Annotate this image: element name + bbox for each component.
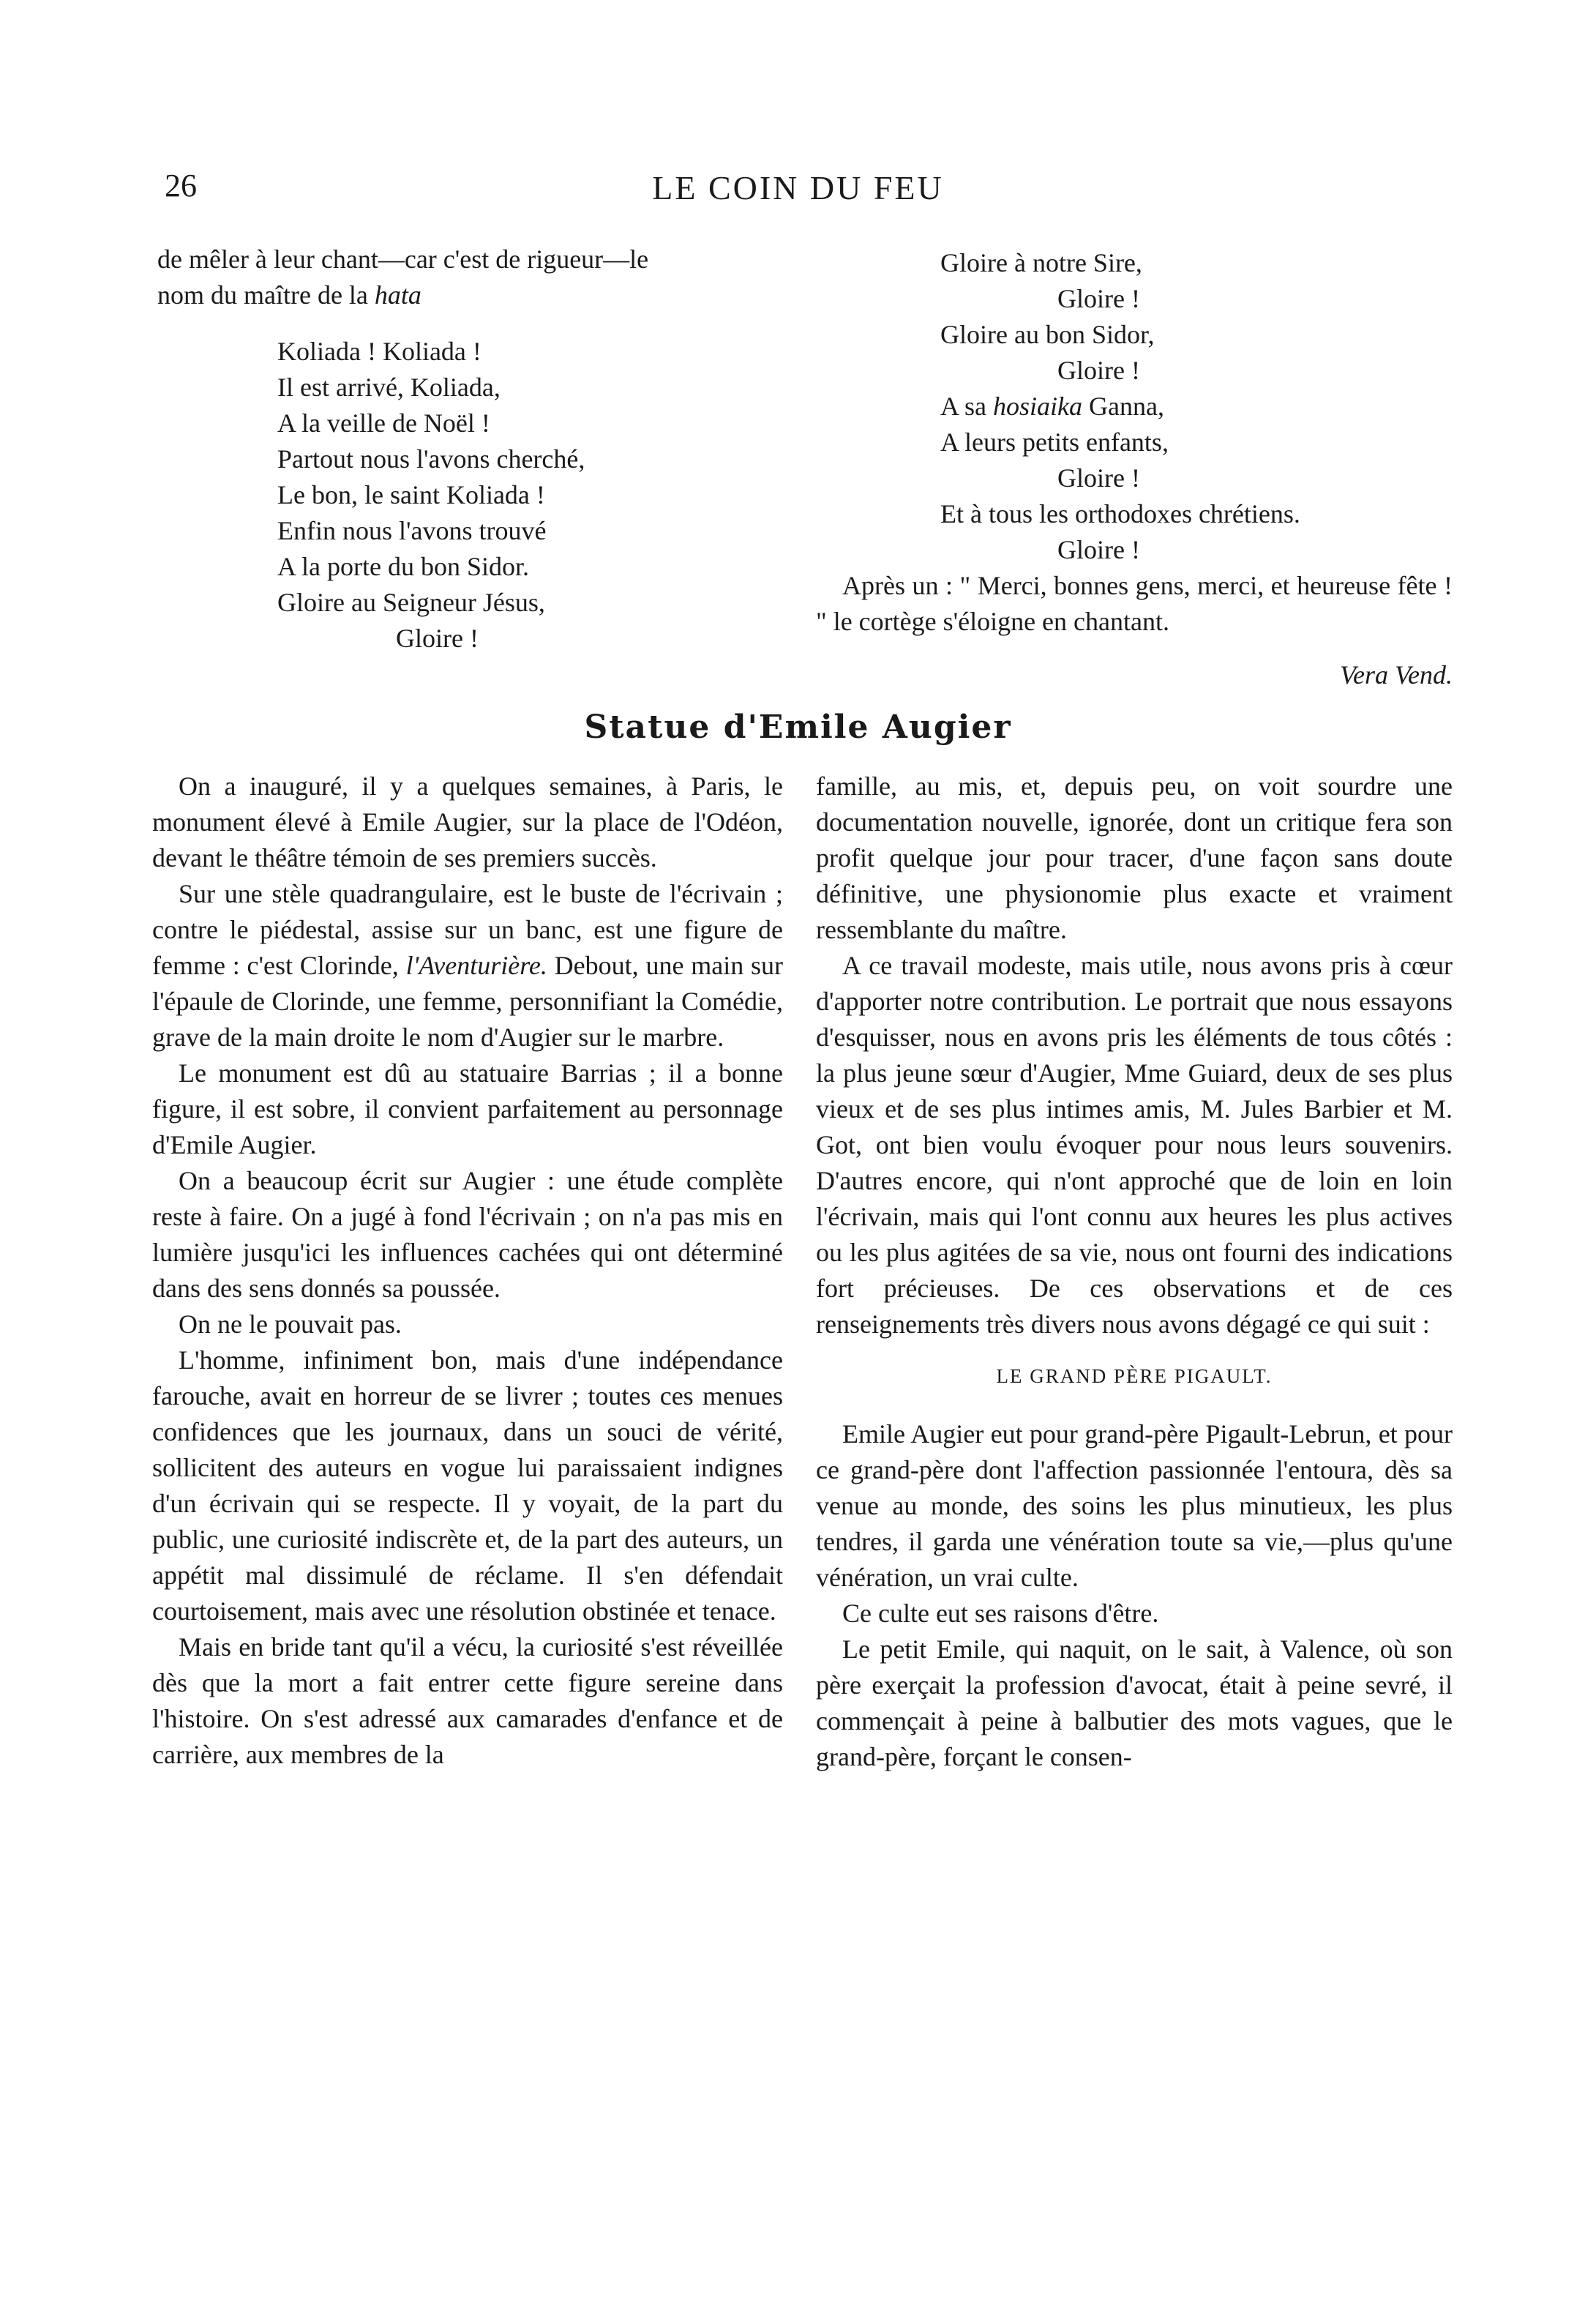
article-paragraph: On a beaucoup écrit sur Augier : une étude complète reste à faire. On a jugé à fond l'écrivain ; on n'a pas mis en lumière jusqu'ici les influences cachées qui ont déterminé dans des sens donnés sa poussée. bbox=[152, 1166, 783, 1303]
running-title: LE COIN DU FEU bbox=[652, 169, 944, 206]
verse-line bbox=[940, 389, 1453, 425]
verse-line: A la porte du bon Sidor. bbox=[277, 552, 529, 581]
verse-line: Partout nous l'avons cherché, bbox=[277, 444, 585, 474]
article-paragraph: Emile Augier eut pour grand-père Pigault-Lebrun, et pour ce grand-père dont l'affection passionnée l'entoura, dès sa venue au monde, des soins les plus minutieux, les plus tendres, il garda une vénération toute sa vie,—plus qu'une vénération, un vrai culte. bbox=[816, 1419, 1453, 1592]
verse-line: Gloire à notre Sire, bbox=[940, 248, 1142, 277]
carol-verse bbox=[277, 334, 788, 657]
article-paragraph: On a inauguré, il y a quelques semaines, à Paris, le monument élevé à Emile Augier, sur la place de l'Odéon, devant le théâtre témoin de ses premiers succès. bbox=[152, 771, 783, 872]
verse-refrain: Gloire ! bbox=[1057, 463, 1140, 493]
verse-refrain: Gloire ! bbox=[1057, 284, 1140, 313]
intro-line bbox=[157, 277, 788, 313]
verse-line: Koliada ! Koliada ! bbox=[277, 337, 482, 366]
author-signature: Vera Vend. bbox=[1340, 660, 1453, 690]
article-paragraph: Le monument est dû au statuaire Barrias ; il a bonne figure, il est sobre, il convient parfaitement au personnage d'Emile Augier. bbox=[152, 1058, 783, 1159]
article-paragraph: Mais en bride tant qu'il a vécu, la curiosité s'est réveillée dès que la mort a fait entrer cette figure sereine dans l'histoire. On s'est adressé aux camarades d'enfance et de carrière, aux membres de la bbox=[152, 1632, 783, 1769]
verse-emphasis: hosiaika bbox=[993, 392, 1082, 421]
intro-line: de mêler à leur chant—car c'est de rigueur—le bbox=[157, 244, 649, 274]
verse-text: Ganna, bbox=[1082, 392, 1164, 421]
paragraph-emphasis: l'Aventurière. bbox=[405, 951, 547, 980]
verse-refrain: Gloire ! bbox=[1057, 356, 1140, 385]
verse-line: Enfin nous l'avons trouvé bbox=[277, 516, 547, 545]
intro-emphasis: hata bbox=[374, 280, 422, 310]
previous-article-left-column bbox=[157, 242, 788, 657]
verse-line: Il est arrivé, Koliada, bbox=[277, 373, 501, 402]
article-paragraph: famille, au mis, et, depuis peu, on voit sourdre une documentation nouvelle, ignorée, dont un critique fera son profit quelque jour pour tracer, d'une façon sans doute définitive, une physionomie plus exacte et vraiment ressemblante du maître. bbox=[816, 771, 1453, 944]
paragraph-text: Sur une stèle quadrangulaire, est le buste de l'écrivain ; contre le piédestal, assise sur un banc, est une figure de femme : c'est Clorinde, bbox=[152, 879, 783, 980]
verse-text: A sa bbox=[940, 392, 993, 421]
article-title: Statue d'Emile Augier bbox=[584, 709, 1012, 746]
article-paragraph: A ce travail modeste, mais utile, nous avons pris à cœur d'apporter notre contribution. Le portrait que nous essayons d'esquisser, nous en avons pris les éléments de tous côtés : la plus jeune sœur d'Augier, Mme Guiard, deux de ses plus vieux et de ses plus intimes amis, M. Jules Barbier et M. Got, ont bien voulu évoquer pour nous leurs souvenirs. D'autres encore, qui n'ont approché que de loin en loin l'écrivain, mais qui l'ont connu aux heures les plus actives ou les plus agitées de sa vie, nous ont fourni des indications fort précieuses. De ces observations et de ces renseignements très divers nous avons dégagé ce qui suit : bbox=[816, 951, 1453, 1339]
article-paragraph: On ne le pouvait pas. bbox=[179, 1309, 402, 1339]
paragraph-text: Debout, une main sur l'épaule de Clorinde, une femme, personnifiant la Comédie, grave de la main droite le nom d'Augier sur le marbre. bbox=[152, 951, 784, 1052]
intro-text: nom du maître de la bbox=[157, 280, 375, 310]
verse-line: Gloire au Seigneur Jésus, bbox=[277, 588, 545, 617]
closing-paragraph: Après un : " Merci, bonnes gens, merci, et heureuse fête ! " le cortège s'éloigne en chantant. bbox=[816, 571, 1453, 636]
verse-line: Le bon, le saint Koliada ! bbox=[277, 480, 545, 509]
section-subheading: LE GRAND PÈRE PIGAULT. bbox=[996, 1365, 1273, 1387]
verse-line: A leurs petits enfants, bbox=[940, 427, 1169, 457]
article-paragraph bbox=[152, 876, 783, 1055]
carol-verse-continued bbox=[940, 245, 1453, 568]
verse-line: Et à tous les orthodoxes chrétiens. bbox=[940, 499, 1300, 528]
article-right-column bbox=[816, 769, 1453, 1775]
page-number: 26 bbox=[165, 168, 197, 203]
verse-line: A la veille de Noël ! bbox=[277, 408, 490, 438]
verse-line: Gloire au bon Sidor, bbox=[940, 320, 1155, 349]
verse-refrain: Gloire ! bbox=[396, 624, 479, 653]
article-paragraph: Le petit Emile, qui naquit, on le sait, à Valence, où son père exerçait la profession d'avocat, était à peine sevré, il commençait à peine à balbutier des mots vagues, que le grand-père, forçant le consen- bbox=[816, 1634, 1453, 1771]
article-left-column bbox=[152, 769, 783, 1773]
previous-article-right-column bbox=[816, 245, 1453, 693]
article-paragraph: Ce culte eut ses raisons d'être. bbox=[842, 1599, 1159, 1628]
article-paragraph: L'homme, infiniment bon, mais d'une indépendance farouche, avait en horreur de se livrer ; toutes ces menues confidences que les journaux, dans un souci de vérité, sollicitent des auteurs en vogue lui paraissaient indignes d'un écrivain qui se respecte. Il y voyait, de la part du public, une curiosité indiscrète et, de la part des auteurs, un appétit mal dissimulé de réclame. Il s'en défendait courtoisement, mais avec une résolution obstinée et tenace. bbox=[152, 1345, 783, 1626]
verse-refrain: Gloire ! bbox=[1057, 535, 1140, 564]
